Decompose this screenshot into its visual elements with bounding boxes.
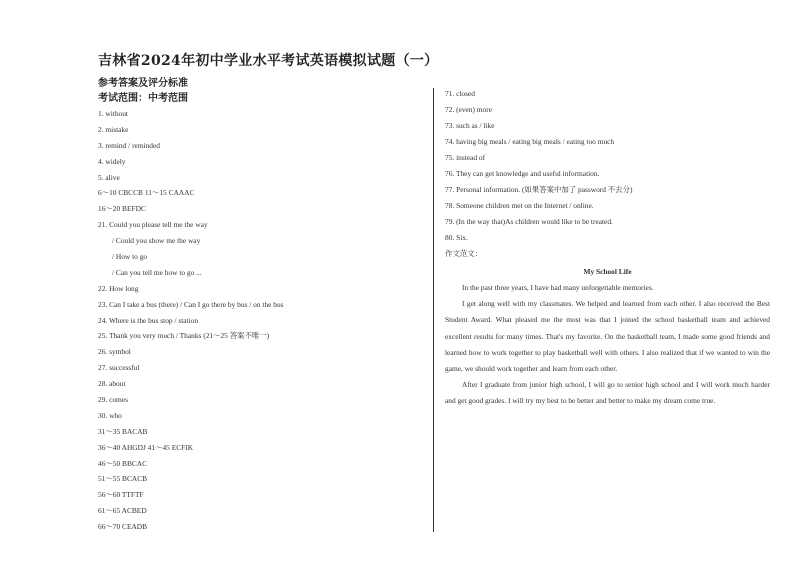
- answer-line: 71. closed: [445, 89, 475, 98]
- answer-line: 22. How long: [98, 283, 139, 293]
- essay-label: 作文范文：: [445, 249, 482, 258]
- answer-line: 78. Someone children met on the Internet / online.: [445, 201, 594, 210]
- answer-line: 79. (In the way that)As children would like to be treated.: [445, 217, 613, 226]
- answer-line: 29. comes: [98, 395, 128, 405]
- right-answer-column: [445, 86, 770, 410]
- answer-line: 2. mistake: [98, 124, 129, 134]
- essay-title: My School Life: [583, 267, 632, 276]
- answer-line: 3. remind / reminded: [98, 140, 160, 150]
- answer-line: 25. Thank you very much / Thanks (21～25 答案不唯一): [98, 331, 270, 341]
- answer-line: 27. successful: [98, 363, 140, 373]
- answer-line: 66～70 CEADB: [98, 522, 148, 532]
- answer-line: 5. alive: [98, 172, 120, 182]
- answer-line: 21. Could you please tell me the way: [98, 220, 208, 230]
- essay-paragraph: I get along well with my classmates. We helped and learned from each other. I also received the Best Student Award. What pleased me the most was that I joined the school basketball team and achieved excellent results for many times. That's my favorite. On the basketball team, I made some good friends and learned how to work together to play basketball well with others. I also realized that if we wanted to win the game, we should work together and learn from each other.: [445, 299, 770, 374]
- answer-line: 72. (even) more: [445, 105, 492, 114]
- answer-line: 24. Where is the bus stop / station: [98, 315, 199, 325]
- column-divider: [433, 88, 434, 532]
- answer-line: / Could you show me the way: [112, 236, 201, 246]
- answer-line: / Can you tell me how to go ...: [112, 267, 202, 277]
- answer-line: 46～50 BBCAC: [98, 458, 148, 468]
- answer-line: 26. symbol: [98, 347, 131, 357]
- answer-line: / How to go: [112, 252, 148, 262]
- answer-line: 6～10 CBCCB 11～15 CAAAC: [98, 188, 195, 198]
- answer-line: 30. who: [98, 410, 122, 420]
- answer-line: 36～40 AHGDJ 41～45 ECFIK: [98, 442, 194, 452]
- answer-line: 73. such as / like: [445, 121, 495, 130]
- answer-line: 23. Can I take a bus (there) / Can I go there by bus / on the bus: [98, 299, 284, 309]
- exam-scope: 考试范围：中考范围: [98, 93, 188, 104]
- answer-line: 80. Six.: [445, 233, 468, 242]
- essay-paragraph: In the past three years, I have had many unforgettable memories.: [462, 283, 654, 292]
- answer-line: 51～55 BCACB: [98, 474, 148, 484]
- answer-line: 74. having big meals / eating big meals / eating too much: [445, 137, 615, 146]
- answer-line: 1. without: [98, 109, 128, 118]
- answer-line: 75. instead of: [445, 153, 486, 162]
- document-title: 吉林省2024年初中学业水平考试英语模拟试题（一）: [98, 53, 439, 69]
- answer-line: 28. about: [98, 379, 126, 389]
- answer-line: 61～65 ACBED: [98, 506, 147, 516]
- answer-line: 76. They can get knowledge and useful information.: [445, 169, 600, 178]
- answer-line: 31～35 BACAB: [98, 426, 148, 436]
- left-answer-column: [98, 106, 418, 535]
- document-subtitle: 参考答案及评分标准: [98, 78, 188, 89]
- answer-line: 77. Personal information. (如果答案中加了 password 不去分): [445, 185, 633, 194]
- essay-paragraph: After I graduate from junior high school, I will go to senior high school and I will work much harder and get good grades. I will try my best to be better and better to make my dream come true.: [445, 380, 770, 406]
- answer-line: 56～60 TTFTF: [98, 490, 144, 500]
- answer-line: 16～20 BEFDC: [98, 204, 146, 214]
- answer-line: 4. widely: [98, 156, 126, 166]
